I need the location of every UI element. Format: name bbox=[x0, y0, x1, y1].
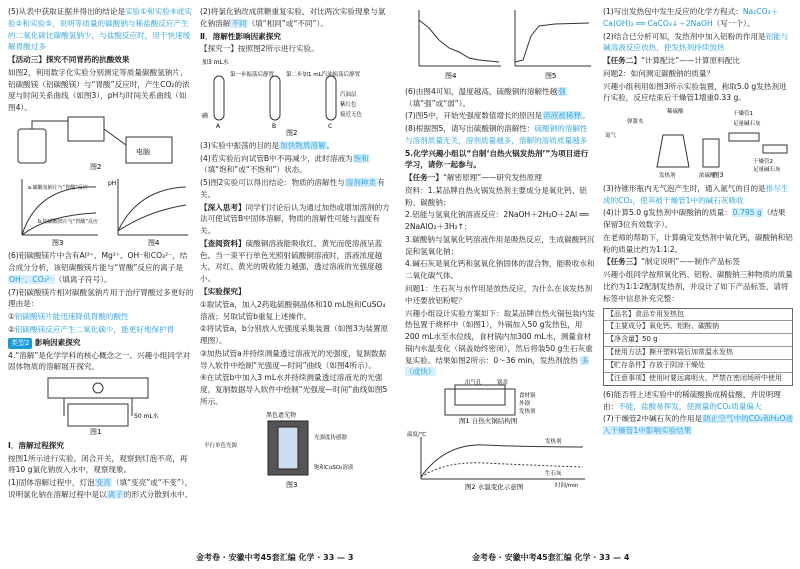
fig1-water-label: 50 mL水 bbox=[134, 413, 159, 421]
svg-text:稀硫酸: 稀硫酸 bbox=[667, 109, 684, 116]
fig2-caption: 图2 bbox=[90, 162, 102, 171]
col4-q3-answer: 排尽生成的CO₂，使其被干燥管1中的碱石灰吸收 bbox=[603, 183, 789, 205]
svg-text:发热剂: 发热剂 bbox=[545, 438, 562, 445]
svg-text:干燥管1: 干燥管1 bbox=[733, 111, 753, 118]
q5-answer: 实验①和实验④或实验②和实验⑤，说明等质量的碳酸钠与稀盐酸反应产生的二氧化碳比碳酸氢钠少，与盐酸反应时，用于快速缓解胃酸过多 bbox=[8, 7, 192, 52]
fig2-test-tubes bbox=[200, 56, 392, 136]
fig3-gas-apparatus bbox=[603, 105, 793, 179]
label-row: 【注意事项】使用时要远离明火，严禁在密闭场所中使用 bbox=[607, 374, 782, 382]
col3-q6-answer: 强 bbox=[558, 86, 566, 96]
svg-text:出气孔: 出气孔 bbox=[465, 380, 482, 387]
svg-text:生石灰: 生石灰 bbox=[545, 470, 562, 477]
col2-q5-answer: 溶剂种类 bbox=[345, 178, 377, 188]
type2-title: 影响因素探究 bbox=[34, 337, 81, 347]
column-2: (2)将氯化钠改成蔗糖重复实验，对比两次实验现象与氯化钠溶解不同（填“相同”或“不同”）。 Ⅱ．溶解性影响因素探究 【探究一】按照图2所示进行实验。 加3 mL水 第一步振荡后静置 第二步加1 mL汽油振荡后静置 汽油层 紫红色 接近无色 碘 A B C 图2 (3)实验中振荡的目的是加快物质溶解。 (4)若实验后向试管B中不再减少，此时溶液为饱和（填“饱和”或“不饱和”）状态。 (5)图2实验可以得出结论：物质的溶解性与溶剂种类有关。 【深入思考】同学们讨论后认为通过加热或增加溶剂的方法可使试管B中固体溶解，物质的溶解性可能与温度有关。 【查阅资料】硫酸铜溶液能吸收红、黄光而使溶液呈蓝色。当一束平行单色光照射硫酸铜溶液时，溶液浓度越大，对红、黄光的吸收能力越强，透过溶液的光强度越小。 【实验探究】 ①取试管a，加入2药匙硫酸铜晶体和10 mL饱和CuSO₄溶液；另取试管b重复上述操作。 ②将试管a，b分别放入光强度采集装置（如图3为装置原理图）。 ③加热试管a并持续测量透过溶液光的光强度，复制数据导入软件中绘制“光强度—时间”曲线（如图4所示）。 ④在试管b中加入3 mL水并持续测量透过溶液光的光强度，复制数据导入软件中绘制“光强度—时间”曲线如图5所示。 黑色遮光物 平行单色光源 光强度传感器 饱和CuSO₄溶液 图3 bbox=[200, 6, 392, 492]
q5-project-title: 5.化学兴趣小组以“自制‘自热火锅发热剂’”为项目进行学习，请你一起参与。 bbox=[405, 148, 589, 170]
svg-text:温度/℃: 温度/℃ bbox=[407, 431, 427, 438]
col2-q3-answer: 加快物质溶解 bbox=[280, 140, 326, 150]
column-3: 图4 图5 (6)由图4可知，温度越高，硫酸铜的溶解性越强（填“强”或“弱”）。 (7)图5中，开始光强度数值增长的原因是溶液被稀释。 (8)根据图5，请写出硫酸铜的溶解性：硫酸铜的溶解性与溶剂质量无关，溶剂质量越多，溶解的溶质质量越多 5.化学兴趣小组以“自制‘自热火锅发热剂’”为项目进行学习，请你一起参与。 【任务一】“解密原理”——研究发热原理 资料：1.某品牌自热火锅发热剂主要成分是氧化钙、铝粉、碳酸钠； 2.铝能与氢氧化钠溶液反应：2NaOH＋2H₂O＋2Al ══ 2NaAlO₂＋3H₂↑； 3.碳酸钠与氢氧化钙溶液作用是吸热反应，生成碳酸钙沉淀和氢氧化钠； 4.碱石灰是氧化钙和氢氧化钠固体的混合物，能吸收水和二氧化碳气体。 问题1：生石灰与水作用是放热反应，为什么在该发热剂中还要放铝粉呢？ 兴趣小组设计实验方案如下：取某品牌自热火锅包装内发热包置于烧杯中（如图1），外锅加入50 g发热包，用200 mL水至水位线，食材锅内加300 mL水，测量食材锅内水温变化（锅盖始终密闭），然后将装50 g生石灰重复实验。结果如图2所示：0～36 min，发热剂放热 多（或快） 出气孔 锅盖 食材锅 外锅 发热剂 图1 自热火锅结构图 温度/℃ 发热剂 生石灰 时间/min 图2 水温变化示意图 bbox=[405, 6, 595, 495]
svg-text:图1 自热火锅结构图: 图1 自热火锅结构图 bbox=[459, 417, 518, 426]
product-label-table bbox=[603, 308, 793, 386]
fig4-ylabel: pH bbox=[108, 179, 117, 187]
label-row: 【净含量】50 g bbox=[604, 334, 792, 347]
svg-text:图3: 图3 bbox=[286, 480, 298, 489]
svg-text:图2 水温变化示意图: 图2 水温变化示意图 bbox=[465, 482, 524, 491]
fig3-fig4-charts bbox=[8, 175, 194, 247]
q7-answer-2: 铝碳酸镁反应产生二氧化碳少，能更好地保护胃 bbox=[14, 325, 175, 335]
svg-text:第二步加1 mL汽油振荡后静置: 第二步加1 mL汽油振荡后静置 bbox=[286, 72, 361, 79]
section1-title: Ⅰ．溶解过程探究 bbox=[8, 440, 64, 450]
svg-text:发热剂: 发热剂 bbox=[519, 409, 536, 416]
footer-right: 金考卷 · 安徽中考45套汇编 化学 · 33 — 4 bbox=[472, 553, 630, 562]
svg-text:平行单色光源: 平行单色光源 bbox=[204, 442, 238, 449]
svg-text:汽油层: 汽油层 bbox=[340, 92, 357, 99]
label-row: 【主要成分】氧化钙、铝粉、碳酸钠 bbox=[604, 321, 792, 334]
fig3-caption: 图3 bbox=[52, 238, 64, 247]
svg-text:碘: 碘 bbox=[202, 113, 209, 121]
type2-tag: 类型2 bbox=[8, 338, 32, 349]
q7-text: (7)铝碳酸镁片相对碳酸氢钠片用于治疗胃酸过多更好的理由是： bbox=[8, 287, 194, 309]
svg-text:加3 mL水: 加3 mL水 bbox=[202, 59, 229, 67]
col4-q7-answer: 防止空气中的CO₂和H₂O进入干燥管1中影响实验结果 bbox=[603, 414, 793, 436]
activity3-title: 【活动三】探究不同胃药的抗酸效果 bbox=[8, 55, 130, 65]
col4-q6-answer: 不能，盐酸易挥发，使测量的CO₂质量偏大 bbox=[618, 401, 762, 411]
svg-text:A: A bbox=[216, 123, 221, 131]
column-1: (5)从表中获取证据并得出的结论是实验①和实验④或实验②和实验⑤，说明等质量的碳酸钠与稀盐酸反应产生的二氧化碳比碳酸氢钠少，与盐酸反应时，用于快速缓解胃酸过多 【活动三】探究不同胃药的抗酸效果 如图2，利用数字化实验分别测定等质量碳酸氢钠片、铝碳酸镁（铝碳酸镁）与“胃酸”反应时，产生CO₂的浓度与时间关系曲线（如图3），pH与时间关系曲线（如图4）。 电脑 图2 a.碳酸氢钠片与“胃酸”反应 b.铝碳酸镁片与“胃酸”反应 图3 pH 图4 (6)铝碳酸镁片中含有Al³⁺、Mg²⁺、OH⁻和CO₃²⁻，结合成分分析，该铝碳酸镁片能与“胃酸”反应的离子是 OH⁻、CO₃²⁻（填离子符号）。 (7)铝碳酸镁片相对碳酸氢钠片用于治疗胃酸过多更好的理由是： ①铝碳酸镁片能迅速降低胃酸的酸性 ②铝碳酸镁反应产生二氧化碳少，能更好地保护胃 类型2 影响因素探究 4.“溶解”是化学学科的核心概念之一。兴趣小组同学对固体物质的溶解展开探究。 50 mL水 图1 Ⅰ．溶解过程探究 按图1所示进行实验。闭合开关，观察到灯泡不亮，再将10 g氯化钠放入水中，观察现象。 (1)固体溶解过程中，灯泡变亮（填“变亮”或“不变”），说明氯化钠在溶解过程中是以离子的形式分散到水中。 bbox=[8, 7, 194, 499]
svg-text:图4: 图4 bbox=[445, 72, 457, 80]
fig3-light-apparatus bbox=[200, 409, 392, 489]
q7-answer-1: 铝碳酸镁片能迅速降低胃酸的酸性 bbox=[14, 312, 129, 322]
col3-exp-answer: 多（或快） bbox=[405, 355, 589, 377]
svg-text:氮气: 氮气 bbox=[605, 133, 617, 140]
fig2-apparatus bbox=[8, 115, 194, 171]
col3-q7-answer: 溶液被稀释 bbox=[543, 111, 582, 121]
col2-q4-answer: 饱和 bbox=[353, 153, 369, 163]
svg-text:紫红色: 紫红色 bbox=[340, 102, 357, 109]
q4-text: 4.“溶解”是化学学科的核心概念之一。兴趣小组同学对固体物质的溶解展开探究。 bbox=[8, 350, 191, 372]
label-row: 【贮存条件】存放于阴凉干燥处 bbox=[604, 360, 792, 373]
fig1-circuit bbox=[8, 374, 194, 436]
section1-text: 按图1所示进行实验。闭合开关，观察到灯泡不亮，再将10 g氯化钠放入水中，观察现象。 bbox=[8, 453, 188, 475]
fig3-line-a: a.碳酸氢钠片与“胃酸”反应 bbox=[28, 184, 88, 191]
footer-left: 金考卷 · 安徽中考45套汇编 化学 · 33 — 3 bbox=[196, 553, 354, 562]
svg-text:发热剂: 发热剂 bbox=[659, 173, 676, 180]
svg-text:浓硫酸: 浓硫酸 bbox=[699, 173, 716, 180]
svg-text:黑色遮光物: 黑色遮光物 bbox=[266, 411, 297, 419]
svg-text:第一步振荡后静置: 第一步振荡后静置 bbox=[230, 72, 275, 79]
col2-q2-answer: 不同 bbox=[231, 18, 247, 28]
fig2-temperature-chart bbox=[405, 429, 595, 491]
col4-q1-answer: Na₂CO₃＋Ca(OH)₂ ══ CaCO₃↓＋2NaOH bbox=[603, 7, 779, 28]
svg-text:接近无色: 接近无色 bbox=[340, 112, 363, 119]
fig1-caption: 图1 bbox=[90, 428, 102, 437]
fig4-fig5-charts bbox=[405, 6, 595, 82]
col4-q4-answer: 0.795 g bbox=[732, 208, 762, 218]
section2-title: Ⅱ．溶解性影响因素探究 bbox=[200, 31, 281, 41]
svg-text:光强度传感器: 光强度传感器 bbox=[314, 434, 348, 441]
fig3-line-b: b.铝碳酸镁片与“胃酸”反应 bbox=[38, 218, 98, 225]
svg-text:饱和CuSO₄溶液: 饱和CuSO₄溶液 bbox=[314, 464, 354, 471]
svg-text:弹簧夹: 弹簧夹 bbox=[627, 119, 644, 126]
label-row: 【品名】食品专用发热包 bbox=[604, 309, 792, 322]
fig1-hotpot bbox=[405, 379, 595, 425]
svg-text:干燥管2: 干燥管2 bbox=[753, 159, 773, 166]
svg-text:足量碱石灰: 足量碱石灰 bbox=[733, 121, 761, 128]
svg-text:B: B bbox=[272, 123, 277, 131]
sec1-q1-answer: 变亮 bbox=[95, 478, 111, 488]
svg-text:C: C bbox=[328, 123, 333, 131]
q6-answer: OH⁻、CO₃²⁻ bbox=[9, 274, 54, 284]
svg-text:外锅: 外锅 bbox=[519, 401, 531, 408]
svg-text:食材锅: 食材锅 bbox=[519, 393, 536, 400]
fig4-caption: 图4 bbox=[148, 238, 160, 247]
svg-text:足量碱石灰: 足量碱石灰 bbox=[753, 167, 781, 174]
svg-text:锅盖: 锅盖 bbox=[497, 380, 509, 387]
svg-text:图5: 图5 bbox=[545, 72, 557, 80]
col3-q8-answer: 硫酸铜的溶解性与溶剂质量无关，溶剂质量越多，溶解的溶质质量越多 bbox=[405, 124, 588, 145]
svg-text:时间/min: 时间/min bbox=[555, 482, 579, 489]
sec1-q1-answer2: 离子 bbox=[107, 489, 123, 499]
svg-text:图2: 图2 bbox=[286, 129, 298, 137]
label-row: 【使用方法】撕开塑料袋后加常温水发热 bbox=[604, 347, 792, 360]
svg-text:图3: 图3 bbox=[713, 171, 724, 180]
q6-text: (6)铝碳酸镁片中含有Al³⁺、Mg²⁺、OH⁻和CO₃²⁻，结合成分分析，该铝碳酸镁片能与“胃酸”反应的离子是 bbox=[8, 251, 188, 273]
activity3-text: 如图2，利用数字化实验分别测定等质量碳酸氢钠片、铝碳酸镁（铝碳酸镁）与“胃酸”反应时，产生CO₂的浓度与时间关系曲线（如图3），pH与时间关系曲线（如图4）。 bbox=[8, 67, 190, 113]
col4-q2-answer: 铝能与碱溶液反应放热，使发热剂持续放热 bbox=[603, 31, 789, 53]
fig2-computer-label: 电脑 bbox=[136, 147, 150, 156]
q5-text: (5)从表中获取证据并得出的结论是 bbox=[8, 7, 126, 16]
column-4: (1)写出发热包中发生反应的化学方程式：Na₂CO₃＋Ca(OH)₂ ══ CaCO₃↓＋2NaOH（写一个）。 (2)结合已分析可知，发热剂中加入铝粉的作用是铝能与碱溶液反应放热，使发热剂持续放热 【任务二】“计算配比”——计算原料配比 问题2：如何测定碳酸钠的质量？ 兴趣小组利用如图3所示实验装置，称取5.0 g发热剂进行实验，反应结束后干燥管1增重0.33 g。 氮气 弹簧夹 稀硫酸 发热剂 浓硫酸 干燥管1 足量碱石灰 干燥管2 足量碱石灰 图3 (3)待锥形瓶内无气泡产生时，通入氮气的目的是排尽生成的CO₂，使其被干燥管1中的碱石灰吸收 (4)计算5.0 g发热剂中碳酸钠的质量：0.795 g（结果保留3位有效数字）。 在老师的帮助下，计算确定发热剂中氧化钙，碳酸钠和铝粉的质量比约为1∶1∶2。 【任务三】“制定说明”——制作产品标签 兴趣小组同学按照氧化钙、铝粉、碳酸钠三种物质的质量比约为1∶1∶2配制发热剂，并设计了如下产品标签，请将标签中信息补充完整： 【品名】食品专用发热包 【主要成分】氧化钙、铝粉、碳酸钠 【净含量】50 g 【使用方法】撕开塑料袋后加常温水发热 【贮存条件】存放于阴凉干燥处 【注意事项】使用时要远离明火，严禁在密闭场所中使用 (6)能否将上述实验中的稀硫酸换成稀盐酸，并说明理由：不能，盐酸易挥发，使测量的CO₂质量偏大 (7)干燥管2中碱石灰的作用是防止空气中的CO₂和H₂O进入干燥管1中影响实验结果 bbox=[603, 7, 793, 436]
